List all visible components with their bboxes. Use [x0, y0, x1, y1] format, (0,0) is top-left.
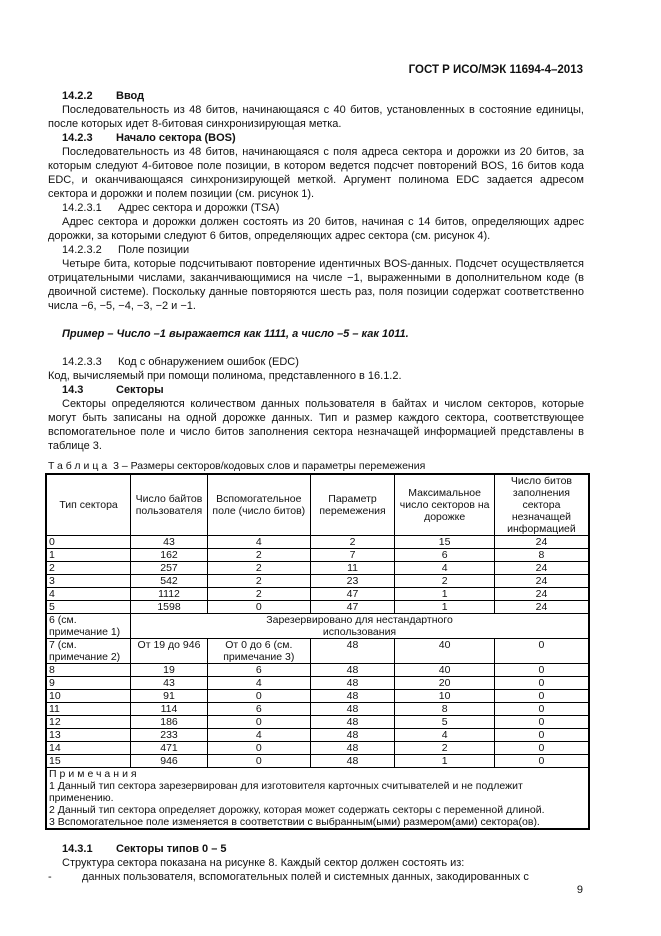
- table-cell: 4: [395, 562, 495, 575]
- table-row: [46, 742, 589, 755]
- table-notes: [46, 768, 589, 830]
- table-cell: 162: [131, 549, 208, 562]
- table-row: [46, 639, 589, 664]
- table-cell: 48: [310, 755, 395, 768]
- table-header-cell: Параметр перемежения: [310, 474, 395, 536]
- table-cell: 5: [395, 716, 495, 729]
- table-row: [46, 588, 589, 601]
- document-header: ГОСТ Р ИСО/МЭК 11694-4–2013: [408, 64, 583, 76]
- table-cell: 0: [494, 703, 589, 716]
- table-row: [46, 601, 589, 614]
- table-cell: 47: [310, 588, 395, 601]
- subsection-heading: 14.2.3.3 Код с обнаружением ошибок (EDC): [62, 356, 299, 368]
- subsection-heading: 14.2.3.1 Адрес сектора и дорожки (TSA): [62, 202, 280, 214]
- table-cell: 2: [207, 588, 310, 601]
- table-cell: 257: [131, 562, 208, 575]
- table-cell: 9: [46, 677, 131, 690]
- table-caption: Таблица 3 – Размеры секторов/кодовых слов и параметры перемежения: [48, 460, 426, 472]
- table-cell: 43: [131, 677, 208, 690]
- table-cell: 2: [46, 562, 131, 575]
- table-cell: 20: [395, 677, 495, 690]
- table-cell: 0: [494, 677, 589, 690]
- table-row: [46, 562, 589, 575]
- table-cell: 0: [494, 716, 589, 729]
- table-cell: 4: [395, 729, 495, 742]
- table-cell: 40: [395, 639, 495, 664]
- list-item: - данных пользователя, вспомогательных полей и системных данных, закодированных с: [48, 871, 529, 883]
- table-cell: 0: [207, 755, 310, 768]
- table-cell: 48: [310, 716, 395, 729]
- table-cell: 1598: [131, 601, 208, 614]
- table-cell: 2: [395, 575, 495, 588]
- section-heading: 14.2.2 Ввод: [62, 90, 145, 102]
- table-cell: 233: [131, 729, 208, 742]
- table-cell: 15: [46, 755, 131, 768]
- table-cell: 4: [46, 588, 131, 601]
- table-cell: 19: [131, 664, 208, 677]
- table-cell: 48: [310, 703, 395, 716]
- example: Пример – Число –1 выражается как 1111, а число –5 – как 1011.: [62, 328, 409, 340]
- table-header-row: [46, 474, 589, 536]
- table-cell: 24: [494, 601, 589, 614]
- table-cell: 3: [46, 575, 131, 588]
- table-row: [46, 614, 589, 639]
- table-cell: 0: [46, 536, 131, 549]
- table-cell: 8: [395, 703, 495, 716]
- table-cell: 23: [310, 575, 395, 588]
- table-cell: 1: [46, 549, 131, 562]
- section-heading: 14.3.1 Секторы типов 0 – 5: [62, 843, 227, 855]
- table-cell: 11: [46, 703, 131, 716]
- paragraph: Последовательность из 48 битов, начинающаяся с поля адреса сектора и дорожки из 20 битов, за которым следуют 4-битовое поле позиции, в котором ведется подсчет повторений BOS, 16 битов кода EDC, и оканчивающаяся синхронизирующей меткой. Аргумент полинома EDC задается адресом сектора и дорожки и полем позиции (см. рисунок 1).: [48, 146, 584, 200]
- notes-title: Примечания: [49, 768, 140, 780]
- table-cell: 6: [395, 549, 495, 562]
- table-row: [46, 690, 589, 703]
- table-cell: Зарезервировано для нестандартного использования: [131, 614, 589, 639]
- table-cell: 8: [46, 664, 131, 677]
- table-cell: 4: [207, 677, 310, 690]
- table-cell: 48: [310, 677, 395, 690]
- table-cell: 91: [131, 690, 208, 703]
- table-cell: 0: [494, 664, 589, 677]
- table-cell: 48: [310, 690, 395, 703]
- table-row: [46, 729, 589, 742]
- table-cell: 14: [46, 742, 131, 755]
- table-cell: 5: [46, 601, 131, 614]
- table-header-cell: Максимальное число секторов на дорожке: [395, 474, 495, 536]
- table-cell: 0: [494, 639, 589, 664]
- section-heading: 14.2.3 Начало сектора (BOS): [62, 132, 236, 144]
- table-cell: 542: [131, 575, 208, 588]
- table-cell: 0: [207, 690, 310, 703]
- table-cell: 40: [395, 664, 495, 677]
- subsection-heading: 14.2.3.2 Поле позиции: [62, 244, 190, 256]
- paragraph: Последовательность из 48 битов, начинающаяся с 40 битов, установленных в состояние единицы, после которых идет 8-битовая синхронизирующая метка.: [48, 104, 584, 130]
- table-cell: 4: [207, 536, 310, 549]
- table-cell: 0: [494, 742, 589, 755]
- table-cell: 1: [395, 755, 495, 768]
- table-cell: 471: [131, 742, 208, 755]
- table-cell: 4: [207, 729, 310, 742]
- table-cell: 2: [395, 742, 495, 755]
- table-cell: 114: [131, 703, 208, 716]
- table-cell: 1: [395, 601, 495, 614]
- table-cell: 0: [494, 729, 589, 742]
- table-cell: 43: [131, 536, 208, 549]
- table-cell: 10: [395, 690, 495, 703]
- page-number: 9: [576, 884, 583, 896]
- table-row: [46, 549, 589, 562]
- table-header-cell: Число байтов пользователя: [131, 474, 208, 536]
- table-cell: 12: [46, 716, 131, 729]
- table-cell: 13: [46, 729, 131, 742]
- table-cell: 7: [310, 549, 395, 562]
- table-cell: 1112: [131, 588, 208, 601]
- page-body: [48, 89, 584, 884]
- table-row: [46, 755, 589, 768]
- table-cell: 2: [310, 536, 395, 549]
- paragraph: Секторы определяются количеством данных пользователя в байтах и числом секторов, которые могут быть записаны на одной дорожке данных. Тип и размер каждого сектора, соответствующее вспомогательное поле и число битов заполнения сектора незначащей информацией представлены в таблице 3.: [48, 398, 584, 452]
- paragraph: Четыре бита, которые подсчитывают повторение идентичных BOS-данных. Подсчет осуществляется отрицательными числами, заканчивающимися на числе −1, выраженными в дополнительном коде (в двоичной системе). Поскольку данные повторяются шесть раз, поля позиции содержат соответственно числа −6, −5, −4, −3, −2 и −1.: [48, 258, 584, 312]
- paragraph: Код, вычисляемый при помощи полинома, представленного в 16.1.2.: [48, 370, 402, 382]
- table-cell: 2: [207, 575, 310, 588]
- table-cell: 0: [494, 690, 589, 703]
- table-cell: 15: [395, 536, 495, 549]
- table-cell: 6 (см. примечание 1): [46, 614, 131, 639]
- table-cell: 186: [131, 716, 208, 729]
- table-row: [46, 703, 589, 716]
- note: 3 Вспомогательное поле изменяется в соответствии с выбранным(ыми) размером(ами) сектора(ов).: [49, 816, 540, 828]
- table-cell: 11: [310, 562, 395, 575]
- table-cell: 6: [207, 664, 310, 677]
- table-cell: 0: [207, 716, 310, 729]
- sector-table: [45, 473, 590, 830]
- table-cell: 48: [310, 729, 395, 742]
- table-cell: 24: [494, 575, 589, 588]
- table-row: [46, 664, 589, 677]
- note: 2 Данный тип сектора определяет дорожку, которая может содержать секторы с переменной длиной.: [49, 804, 545, 816]
- table-cell: 10: [46, 690, 131, 703]
- table-cell: 24: [494, 536, 589, 549]
- note: 1 Данный тип сектора зарезервирован для изготовителя карточных считывателей и не подлежит применению.: [49, 780, 523, 804]
- section-heading: 14.3 Секторы: [62, 384, 164, 396]
- table-cell: 24: [494, 562, 589, 575]
- table-row: [46, 716, 589, 729]
- table-cell: 24: [494, 588, 589, 601]
- table-header-cell: Вспомогательное поле (число битов): [207, 474, 310, 536]
- table-row: [46, 536, 589, 549]
- table-cell: 946: [131, 755, 208, 768]
- table-cell: От 0 до 6 (см. примечание 3): [207, 639, 310, 664]
- table-cell: 2: [207, 562, 310, 575]
- table-cell: 2: [207, 549, 310, 562]
- table-cell: 48: [310, 742, 395, 755]
- table-cell: 6: [207, 703, 310, 716]
- paragraph: Структура сектора показана на рисунке 8. Каждый сектор должен состоять из:: [62, 857, 465, 869]
- table-header-cell: Число битов заполнения сектора незначащей информацией: [494, 474, 589, 536]
- paragraph: Адрес сектора и дорожки должен состоять из 20 битов, начиная с 14 битов, определяющих адрес дорожки, за которыми следуют 6 битов, определяющих адрес сектора (см. рисунок 4).: [48, 216, 584, 242]
- table-row: [46, 575, 589, 588]
- table-cell: 1: [395, 588, 495, 601]
- table-cell: 48: [310, 664, 395, 677]
- table-cell: 8: [494, 549, 589, 562]
- table-header-cell: Тип сектора: [46, 474, 131, 536]
- table-cell: 0: [207, 601, 310, 614]
- table-cell: От 19 до 946: [131, 639, 208, 664]
- table-cell: 0: [207, 742, 310, 755]
- table-cell: 0: [494, 755, 589, 768]
- table-cell: 47: [310, 601, 395, 614]
- table-row: [46, 677, 589, 690]
- table-cell: 7 (см. примечание 2): [46, 639, 131, 664]
- table-cell: 48: [310, 639, 395, 664]
